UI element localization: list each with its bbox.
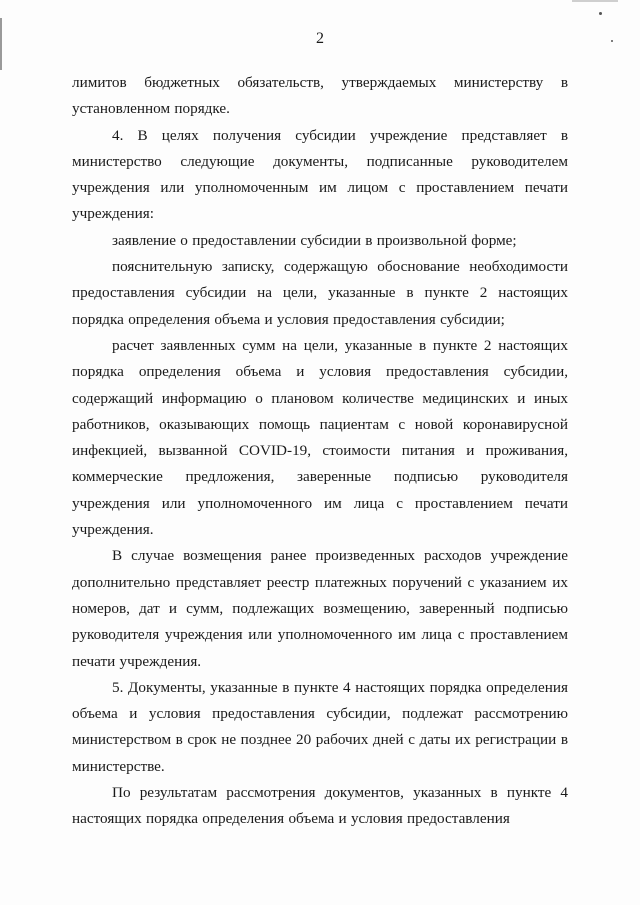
paragraph: заявление о предоставлении субсидии в произвольной форме; bbox=[112, 231, 517, 249]
scan-speck bbox=[599, 12, 602, 15]
paragraph: По результатам рассмотрения документов, указанных в пункте 4 настоящих порядка определения объема и условия предоставления bbox=[72, 784, 568, 828]
scan-edge-mark bbox=[572, 0, 618, 2]
document-body bbox=[72, 70, 568, 833]
paragraph: 5. Документы, указанные в пункте 4 настоящих порядка определения объема и условия предоставления субсидии, подлежат рассмотрению министерством в срок не позднее 20 рабочих дней с даты их регистрации в министерстве. bbox=[72, 678, 568, 775]
paragraph: В случае возмещения ранее произведенных расходов учреждение дополнительно представляет реестр платежных поручений с указанием их номеров, дат и сумм, подлежащих возмещению, заверенный подписью руководителя учреждения или уполномоченного им лица с проставлением печати учреждения. bbox=[72, 547, 568, 670]
paragraph: расчет заявленных сумм на цели, указанные в пункте 2 настоящих порядка определения объема и условия предоставления субсидии, содержащий информацию о плановом количестве медицинских и иных работников, оказывающих помощь пациентам с новой коронавирусной инфекцией, вызванной COVID-19, стоимости питания и проживания, коммерческие предложения, заверенные подписью руководителя учреждения или уполномоченного им лица с проставлением печати учреждения. bbox=[72, 336, 568, 539]
paragraph: пояснительную записку, содержащую обоснование необходимости предоставления субсидии на цели, указанные в пункте 2 настоящих порядка определения объема и условия предоставления субсидии; bbox=[72, 258, 568, 328]
paragraph: лимитов бюджетных обязательств, утверждаемых министерству в установленном порядке. bbox=[72, 74, 568, 118]
paragraph: 4. В целях получения субсидии учреждение представляет в министерство следующие документы, подписанные руководителем учреждения или уполномоченным им лицом с проставлением печати учреждения: bbox=[72, 126, 568, 223]
page-number: 2 bbox=[316, 30, 324, 47]
